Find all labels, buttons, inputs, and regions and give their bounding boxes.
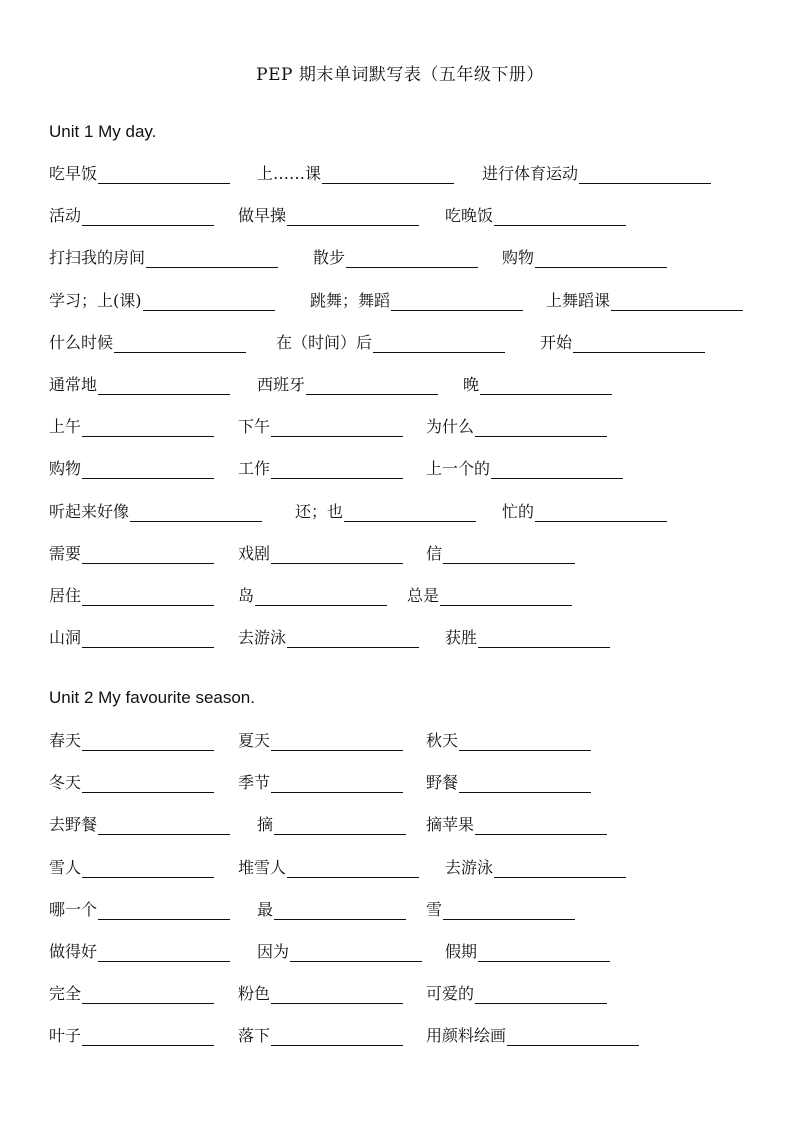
vocab-entry — [49, 164, 230, 184]
answer-blank[interactable] — [478, 631, 610, 648]
answer-blank[interactable] — [82, 209, 214, 226]
answer-blank[interactable] — [475, 420, 607, 437]
vocab-entry — [49, 417, 214, 437]
vocab-entry — [49, 544, 214, 564]
answer-blank[interactable] — [82, 420, 214, 437]
vocab-prompt: 学习；上(课) — [49, 290, 142, 310]
vocab-entry — [238, 731, 403, 751]
answer-blank[interactable] — [271, 776, 403, 793]
vocab-prompt: 上午 — [49, 417, 82, 437]
word-row — [0, 1026, 800, 1052]
vocab-entry — [238, 206, 419, 226]
vocab-entry — [238, 858, 419, 878]
vocab-entry — [238, 544, 403, 564]
vocab-prompt: 摘 — [257, 815, 274, 835]
vocab-entry — [49, 731, 214, 751]
word-row — [0, 858, 800, 884]
vocab-entry — [257, 900, 406, 920]
vocab-prompt: 秋天 — [426, 731, 459, 750]
vocab-prompt: 用颜料绘画 — [426, 1026, 507, 1046]
vocab-entry — [310, 291, 523, 311]
vocab-prompt: 打扫我的房间 — [49, 248, 146, 268]
vocab-entry — [49, 858, 214, 878]
answer-blank[interactable] — [271, 1029, 403, 1046]
vocab-entry — [257, 815, 406, 835]
answer-blank[interactable] — [82, 589, 214, 606]
vocab-prompt: 去游泳 — [445, 857, 494, 877]
answer-blank[interactable] — [507, 1029, 639, 1046]
word-row — [0, 815, 800, 841]
word-row — [0, 375, 800, 401]
vocab-prompt: 获胜 — [445, 628, 478, 648]
vocab-prompt: 山洞 — [49, 628, 82, 648]
vocab-prompt: 雪人 — [49, 857, 82, 877]
vocab-entry — [546, 291, 743, 311]
vocab-entry — [276, 333, 505, 353]
answer-blank[interactable] — [306, 378, 438, 395]
vocab-entry — [49, 291, 275, 311]
vocab-entry — [49, 333, 246, 353]
vocab-entry — [238, 628, 419, 648]
vocab-prompt: 晚 — [463, 375, 480, 394]
vocab-prompt: 在（时间）后 — [276, 332, 373, 352]
word-row — [0, 206, 800, 232]
answer-blank[interactable] — [98, 945, 230, 962]
answer-blank[interactable] — [391, 294, 523, 311]
answer-blank[interactable] — [274, 818, 406, 835]
answer-blank[interactable] — [459, 734, 591, 751]
word-row — [0, 291, 800, 317]
vocab-entry — [426, 459, 623, 479]
answer-blank[interactable] — [255, 589, 387, 606]
vocab-entry — [49, 900, 230, 920]
vocab-entry — [49, 375, 230, 395]
answer-blank[interactable] — [287, 631, 419, 648]
answer-blank[interactable] — [143, 294, 275, 311]
vocab-entry — [426, 544, 575, 564]
vocab-entry — [502, 502, 667, 522]
unit-heading: Unit 2 My favourite season. — [49, 688, 255, 707]
vocab-entry — [445, 628, 610, 648]
answer-blank[interactable] — [478, 945, 610, 962]
vocab-entry — [313, 248, 478, 268]
word-row — [0, 942, 800, 968]
vocab-prompt: 粉色 — [238, 984, 271, 1004]
vocab-entry — [463, 375, 612, 395]
vocab-prompt: 信 — [426, 543, 443, 563]
vocab-entry — [445, 858, 626, 878]
vocab-entry — [238, 773, 403, 793]
word-row — [0, 984, 800, 1010]
answer-blank[interactable] — [271, 734, 403, 751]
answer-blank[interactable] — [535, 505, 667, 522]
vocab-prompt: 春天 — [49, 731, 82, 750]
vocab-prompt: 夏天 — [238, 731, 271, 750]
vocab-prompt: 岛 — [238, 586, 255, 605]
word-row — [0, 333, 800, 359]
answer-blank[interactable] — [82, 1029, 214, 1046]
vocab-entry — [49, 815, 230, 835]
answer-blank[interactable] — [611, 294, 743, 311]
answer-blank[interactable] — [82, 987, 214, 1004]
vocab-prompt: 上……课 — [257, 164, 322, 183]
answer-blank[interactable] — [271, 462, 403, 479]
vocab-entry — [426, 731, 591, 751]
vocab-prompt: 雪 — [426, 899, 443, 919]
answer-blank[interactable] — [82, 734, 214, 751]
word-row — [0, 417, 800, 443]
answer-blank[interactable] — [491, 462, 623, 479]
vocab-entry — [445, 206, 626, 226]
word-row — [0, 459, 800, 485]
vocab-prompt: 通常地 — [49, 375, 98, 394]
word-row — [0, 164, 800, 190]
answer-blank[interactable] — [98, 378, 230, 395]
vocab-entry — [502, 248, 667, 268]
answer-blank[interactable] — [459, 776, 591, 793]
vocab-entry — [426, 815, 607, 835]
answer-blank[interactable] — [271, 987, 403, 1004]
vocab-entry — [49, 1026, 214, 1046]
vocab-prompt: 忙的 — [502, 501, 535, 521]
answer-blank[interactable] — [271, 420, 403, 437]
answer-blank[interactable] — [344, 505, 476, 522]
vocab-prompt: 可爱的 — [426, 984, 475, 1004]
answer-blank[interactable] — [98, 903, 230, 920]
word-row — [0, 502, 800, 528]
vocab-prompt: 吃晚饭 — [445, 206, 494, 226]
answer-blank[interactable] — [98, 818, 230, 835]
answer-blank[interactable] — [287, 861, 419, 878]
vocab-prompt: 去游泳 — [238, 628, 287, 648]
vocab-entry — [49, 984, 214, 1004]
answer-blank[interactable] — [475, 987, 607, 1004]
answer-blank[interactable] — [114, 336, 246, 353]
answer-blank[interactable] — [579, 167, 711, 184]
vocab-entry — [49, 248, 278, 268]
vocab-entry — [49, 628, 214, 648]
vocab-entry — [49, 502, 262, 522]
vocab-entry — [238, 417, 403, 437]
vocab-prompt: 戏剧 — [238, 543, 271, 563]
vocab-prompt: 听起来好像 — [49, 501, 130, 521]
answer-blank[interactable] — [287, 209, 419, 226]
vocab-entry — [49, 206, 214, 226]
vocab-prompt: 做得好 — [49, 942, 98, 961]
answer-blank[interactable] — [440, 589, 572, 606]
vocab-entry — [482, 164, 711, 184]
vocab-entry — [257, 375, 438, 395]
vocab-prompt: 什么时候 — [49, 332, 114, 352]
answer-blank[interactable] — [494, 861, 626, 878]
word-row — [0, 731, 800, 757]
vocab-entry — [49, 773, 214, 793]
vocab-prompt: 叶子 — [49, 1026, 82, 1046]
vocab-entry — [49, 459, 214, 479]
answer-blank[interactable] — [480, 378, 612, 395]
answer-blank[interactable] — [82, 776, 214, 793]
vocab-prompt: 去野餐 — [49, 815, 98, 835]
vocab-entry — [426, 900, 575, 920]
vocab-prompt: 摘苹果 — [426, 815, 475, 835]
vocab-entry — [426, 417, 607, 437]
vocab-prompt: 活动 — [49, 206, 82, 226]
vocab-entry — [426, 773, 591, 793]
answer-blank[interactable] — [82, 861, 214, 878]
vocab-prompt: 需要 — [49, 543, 82, 563]
vocab-prompt: 为什么 — [426, 417, 475, 437]
word-row — [0, 628, 800, 654]
vocab-prompt: 西班牙 — [257, 375, 306, 394]
vocab-entry — [407, 586, 572, 606]
worksheet-title: PEP 期末单词默写表（五年级下册） — [256, 65, 544, 85]
vocab-prompt: 做早操 — [238, 206, 287, 226]
answer-blank[interactable] — [443, 547, 575, 564]
vocab-entry — [445, 942, 610, 962]
vocab-prompt: 开始 — [540, 332, 573, 352]
answer-blank[interactable] — [82, 462, 214, 479]
answer-blank[interactable] — [82, 547, 214, 564]
vocab-prompt: 最 — [257, 899, 274, 919]
answer-blank[interactable] — [146, 251, 278, 268]
word-row — [0, 900, 800, 926]
answer-blank[interactable] — [443, 903, 575, 920]
answer-blank[interactable] — [274, 903, 406, 920]
vocab-prompt: 下午 — [238, 417, 271, 437]
unit-heading: Unit 1 My day. — [49, 122, 157, 141]
vocab-entry — [540, 333, 705, 353]
vocab-prompt: 上一个的 — [426, 459, 491, 479]
answer-blank[interactable] — [290, 945, 422, 962]
vocab-prompt: 散步 — [313, 248, 346, 268]
vocab-prompt: 季节 — [238, 773, 271, 793]
vocab-prompt: 冬天 — [49, 773, 82, 793]
vocab-entry — [257, 164, 454, 184]
vocab-prompt: 上舞蹈课 — [546, 290, 611, 310]
answer-blank[interactable] — [346, 251, 478, 268]
answer-blank[interactable] — [573, 336, 705, 353]
vocab-entry — [238, 586, 387, 606]
vocab-prompt: 购物 — [502, 248, 535, 268]
vocab-prompt: 购物 — [49, 459, 82, 479]
vocab-prompt: 完全 — [49, 984, 82, 1004]
vocab-entry — [238, 984, 403, 1004]
vocab-entry — [426, 1026, 639, 1046]
vocab-entry — [426, 984, 607, 1004]
vocab-prompt: 堆雪人 — [238, 857, 287, 877]
vocab-prompt: 还；也 — [295, 501, 344, 521]
vocab-prompt: 总是 — [407, 586, 440, 605]
answer-blank[interactable] — [322, 167, 454, 184]
answer-blank[interactable] — [130, 505, 262, 522]
answer-blank[interactable] — [98, 167, 230, 184]
vocab-entry — [238, 1026, 403, 1046]
answer-blank[interactable] — [475, 818, 607, 835]
vocab-entry — [238, 459, 403, 479]
answer-blank[interactable] — [82, 631, 214, 648]
vocab-prompt: 工作 — [238, 459, 271, 479]
vocab-prompt: 跳舞；舞蹈 — [310, 290, 391, 310]
vocab-prompt: 吃早饭 — [49, 164, 98, 183]
vocab-prompt: 落下 — [238, 1026, 271, 1046]
word-row — [0, 773, 800, 799]
vocab-prompt: 因为 — [257, 942, 290, 961]
vocab-entry — [257, 942, 422, 962]
answer-blank[interactable] — [535, 251, 667, 268]
vocab-prompt: 假期 — [445, 942, 478, 961]
vocab-prompt: 进行体育运动 — [482, 164, 579, 183]
answer-blank[interactable] — [373, 336, 505, 353]
word-row — [0, 248, 800, 274]
word-row — [0, 586, 800, 612]
vocab-entry — [49, 586, 214, 606]
vocab-prompt: 哪一个 — [49, 899, 98, 919]
vocab-prompt: 野餐 — [426, 773, 459, 793]
vocab-prompt: 居住 — [49, 586, 82, 605]
answer-blank[interactable] — [494, 209, 626, 226]
vocab-entry — [295, 502, 476, 522]
vocab-entry — [49, 942, 230, 962]
answer-blank[interactable] — [271, 547, 403, 564]
word-row — [0, 544, 800, 570]
